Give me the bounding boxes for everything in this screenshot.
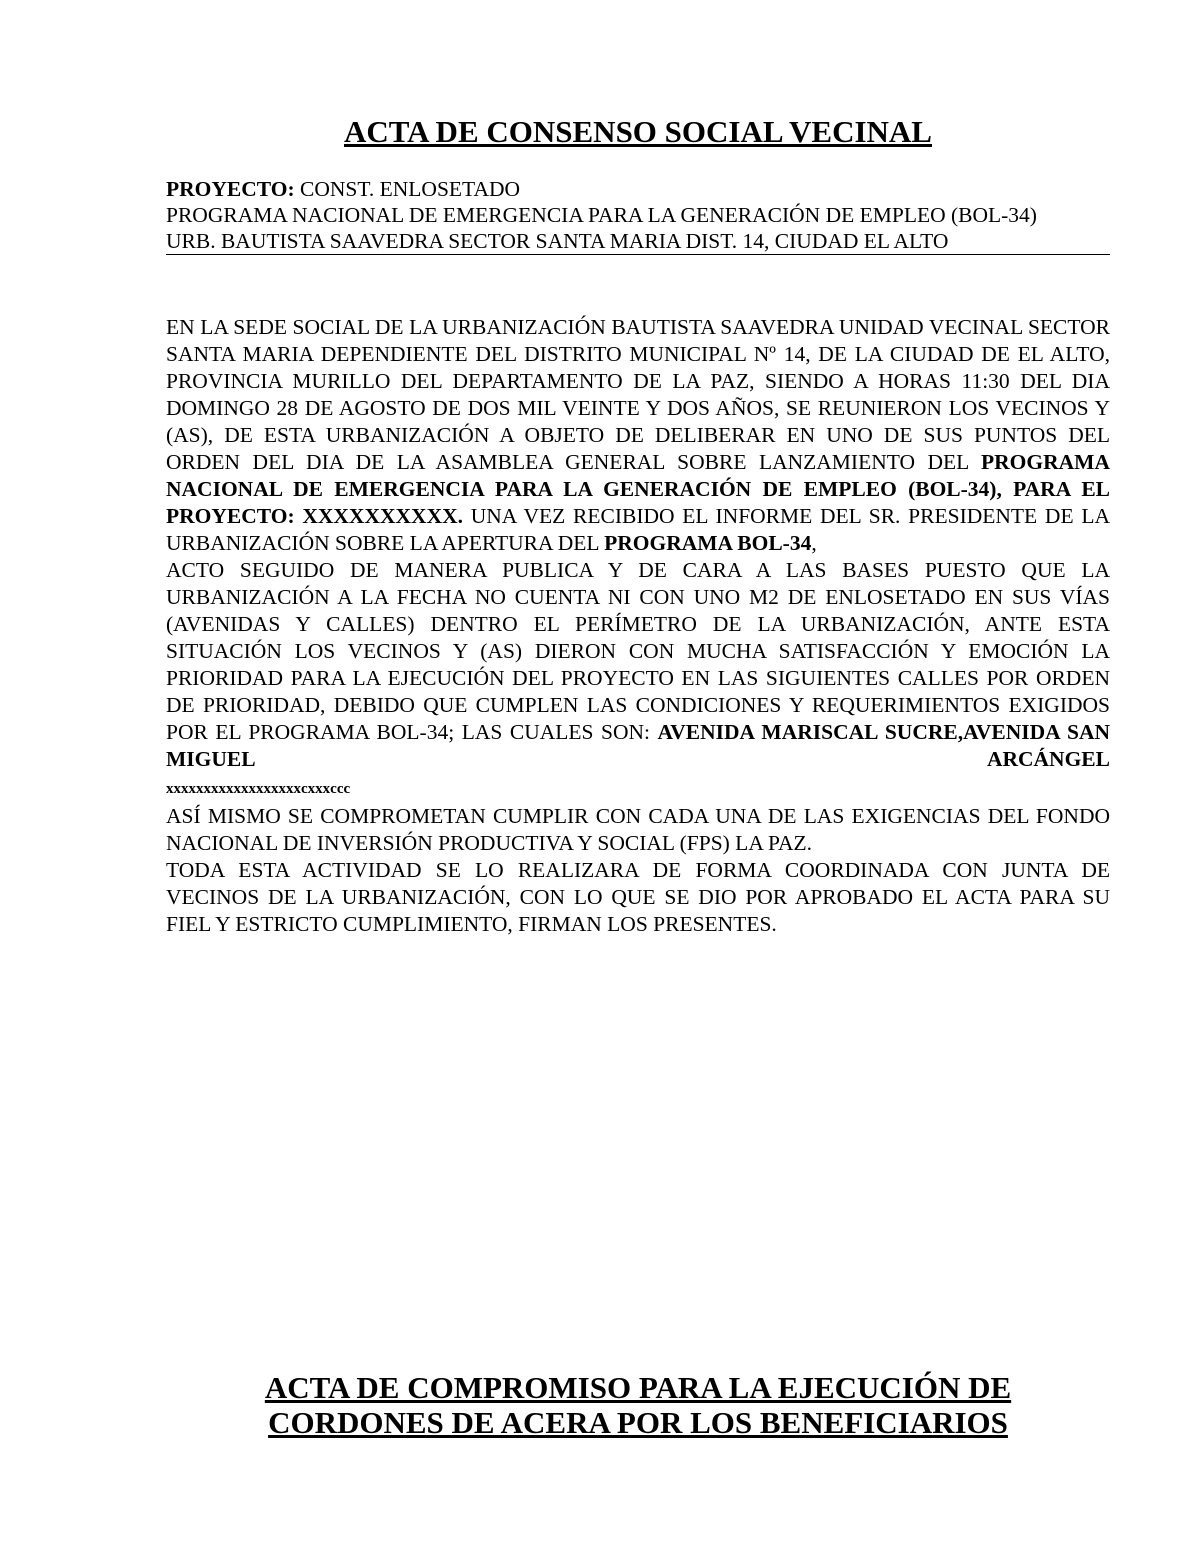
program-line: PROGRAMA NACIONAL DE EMERGENCIA PARA LA GENERACIÓN DE EMPLEO (BOL-34): [166, 203, 1037, 227]
p2-bold-streets: AVENIDA MARISCAL SUCRE,AVENIDA SAN MIGUEL ARCÁNGEL: [166, 720, 1111, 771]
project-line: [166, 176, 1110, 202]
p1-text-a: EN LA SEDE SOCIAL DE LA URBANIZACIÓN BAUTISTA SAAVEDRA UNIDAD VECINAL SECTOR SANTA MARIA DEPENDIENTE DEL DISTRITO MUNICIPAL Nº 14, DE LA CIUDAD DE EL ALTO, PROVINCIA MURILLO DEL DEPARTAMENTO DE LA PAZ, SIENDO A HORAS 11:30 DEL DIA DOMINGO 28 DE AGOSTO DE DOS MIL VEINTE Y DOS AÑOS, SE REUNIERON LOS VECINOS Y (AS), DE ESTA URBANIZACIÓN A OBJETO DE DELIBERAR EN UNO DE SUS PUNTOS DEL ORDEN DEL DIA DE LA ASAMBLEA GENERAL SOBRE LANZAMIENTO DEL: [166, 315, 1110, 474]
second-title-line-1: ACTA DE COMPROMISO PARA LA EJECUCIÓN DE: [264, 1370, 1012, 1405]
paragraph-4: TODA ESTA ACTIVIDAD SE LO REALIZARA DE FORMA COORDINADA CON JUNTA DE VECINOS DE LA URBANIZACIÓN, CON LO QUE SE DIO POR APROBADO EL ACTA PARA SU FIEL Y ESTRICTO CUMPLIMIENTO, FIRMAN LOS PRESENTES.: [166, 858, 1110, 936]
second-title: [166, 1370, 1110, 1440]
p1-text-e: ,: [811, 531, 817, 555]
p2-placeholder-x: xxxxxxxxxxxxxxxxxxcxxxccc: [166, 781, 351, 797]
second-title-line-2: CORDONES DE ACERA POR LOS BENEFICIARIOS: [268, 1405, 1008, 1440]
paragraph-3: ASÍ MISMO SE COMPROMETAN CUMPLIR CON CADA UNA DE LAS EXIGENCIAS DEL FONDO NACIONAL DE INVERSIÓN PRODUCTIVA Y SOCIAL (FPS) LA PAZ.: [166, 804, 1110, 855]
paragraph-2: [166, 557, 1110, 773]
p1-bold-bol34: PROGRAMA BOL-34: [604, 531, 812, 555]
location-line: URB. BAUTISTA SAAVEDRA SECTOR SANTA MARIA DIST. 14, CIUDAD EL ALTO: [166, 228, 1110, 255]
project-label: PROYECTO:: [166, 177, 295, 201]
p1-text-c: UNA VEZ RECIBIDO EL INFORME DEL SR. PRESIDENTE DE LA URBANIZACIÓN SOBRE LA APERTURA DEL: [166, 504, 1110, 555]
p2-text-a: ACTO SEGUIDO DE MANERA PUBLICA Y DE CARA A LAS BASES PUESTO QUE LA URBANIZACIÓN A LA FECHA NO CUENTA NI CON UNO M2 DE ENLOSETADO EN SUS VÍAS (AVENIDAS Y CALLES) DENTRO EL PERÍMETRO DE LA URBANIZACIÓN, ANTE ESTA SITUACIÓN LOS VECINOS Y (AS) DIERON CON MUCHA SATISFACCIÓN Y EMOCIÓN LA PRIORIDAD PARA LA EJECUCIÓN DEL PROYECTO EN LAS SIGUIENTES CALLES POR ORDEN DE PRIORIDAD, DEBIDO QUE CUMPLEN LAS CONDICIONES Y REQUERIMIENTOS EXIGIDOS POR EL PROGRAMA BOL-34; LAS CUALES SON:: [166, 558, 1110, 744]
project-header: [166, 176, 1110, 255]
project-value: CONST. ENLOSETADO: [294, 177, 521, 201]
document-body: [166, 314, 1110, 938]
document-title: ACTA DE CONSENSO SOCIAL VECINAL: [343, 114, 932, 149]
p1-bold-program: PROGRAMA NACIONAL DE EMERGENCIA PARA LA GENERACIÓN DE EMPLEO (BOL-34), PARA EL PROYECTO: XXXXXXXXXX.: [166, 450, 1110, 528]
paragraph-1: [166, 314, 1110, 557]
paragraph-2-placeholder: [166, 773, 1110, 803]
